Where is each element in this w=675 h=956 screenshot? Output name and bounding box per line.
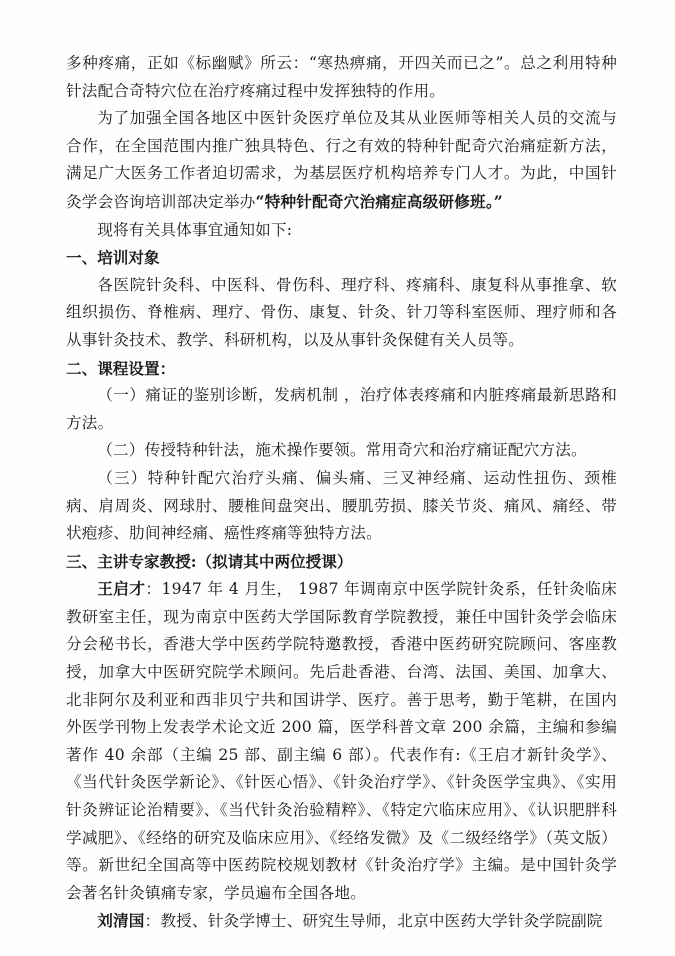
purpose-text: 为了加强全国各地区中医针灸医疗单位及其从业医师等相关人员的交流与合作，在全国范围内推广独具特色、行之有效的特种针配奇穴治痛症新方法，满足广大医务工作者迫切需求，为基层医疗机构培养专门人才。为此，中国针灸学会咨询培训部决定举办 <box>66 109 617 211</box>
curriculum-item-2: （二）传授特种针法，施术操作要领。常用奇穴和治疗痛证配穴方法。 <box>97 441 587 460</box>
course-name: “特种针配奇穴治痛症高级研修班。” <box>255 191 503 211</box>
expert-liu <box>66 907 617 936</box>
expert-wang <box>66 575 617 907</box>
curriculum-item-3: （三）特种针配穴治疗头痛、偏头痛、三叉神经痛、运动性扭伤、颈椎病、肩周炎、网球肘、腰椎间盘突出、腰肌劳损、膝关节炎、痛风、痛经、带状疱疹、肋间神经痛、癌性疼痛等独特方法。 <box>66 468 617 543</box>
paragraph-target: 各医院针灸科、中医科、骨伤科、理疗科、疼痛科、康复科从事推拿、软组织损伤、脊椎病、理疗、骨伤、康复、针灸、针刀等科室医师、理疗师和各从事针灸技术、教学、科研机构，以及从事针灸保健有关人员等。 <box>66 275 617 349</box>
expert-liu-bio: ：教授、针灸学博士、研究生导师，北京中医药大学针灸学院副院 <box>144 912 603 931</box>
paragraph-notice: 现将有关具体事宜通知如下: <box>97 220 293 239</box>
expert-liu-name: 刘清国 <box>97 911 145 931</box>
expert-wang-bio: ：1947 年 4 月生， 1987 年调南京中医学院针灸系，任针灸临床教研室主任，现为南京中医药大学国际教育学院教授，兼任中国针灸学会临床分会秘书长，香港大学中医药学院特邀教授，香港中医药研究院顾问、客座教授，加拿大中医研究院学术顾问。先后赴香港、台湾、法国、美国、加拿大、北非阿尔及利亚和西非贝宁共和国讲学、医疗。善于思考，勤于笔耕，在国内外医学刊物上发表学术论文近 200 篇，医学科普文章 200 余篇，主编和参编著作 40 余部（主编 25 部、副主编 6 部）。代表作有:《王启才新针灸学》、《当代针灸医学新论》、《针医心悟》、《针灸治疗学》、《针灸医学宝典》、《实用针灸辨证论治精要》、《当代针灸治验精粹》、《特定穴临床应用》、《认识肥胖科学减肥》、《经络的研究及临床应用》、《经络发微》及《二级经络学》（英文版）等。新世纪全国高等中医药院校规划教材《针灸治疗学》主编。是中国针灸学会著名针灸镇痛专家，学员遍布全国各地。 <box>66 580 617 902</box>
heading-experts: 三、主讲专家教授:（拟请其中两位授课） <box>66 551 353 571</box>
paragraph-intro: 多种疼痛，正如《标幽赋》所云：“寒热痹痛，开四关而已之”。总之利用特种针法配合奇特穴位在治疗疼痛过程中发挥独特的作用。 <box>66 54 617 100</box>
heading-training-target: 一、培训对象 <box>66 248 160 268</box>
curriculum-item-1: （一）痛证的鉴别诊断，发病机制 ，治疗体表疼痛和内脏疼痛最新思路和方法。 <box>66 386 617 432</box>
paragraph-purpose <box>66 105 617 216</box>
expert-wang-name: 王启才 <box>97 579 146 599</box>
heading-curriculum: 二、课程设置： <box>66 358 176 378</box>
